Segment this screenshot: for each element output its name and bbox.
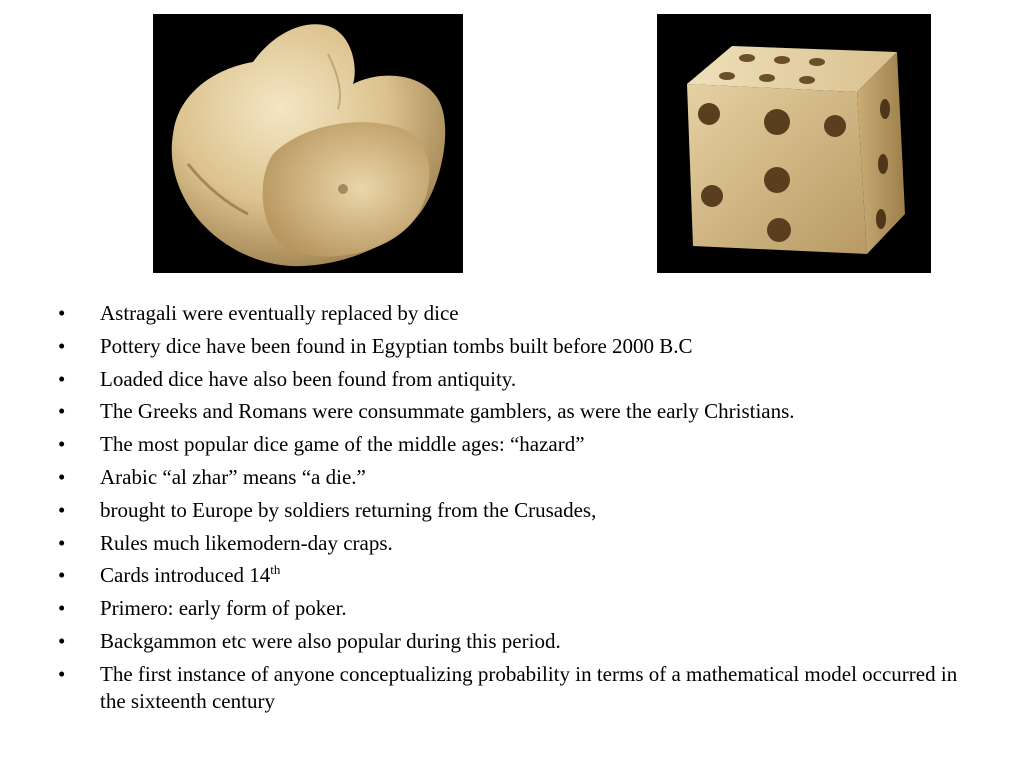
- list-item: [58, 333, 958, 360]
- list-item: [58, 431, 958, 458]
- bullet-marker: •: [58, 530, 66, 555]
- astragalus-bone-image: [153, 14, 463, 273]
- list-item-text: Astragali were eventually replaced by dice: [100, 301, 459, 325]
- list-item: [58, 300, 958, 327]
- list-item-text: Rules much likemodern-day craps.: [100, 530, 393, 555]
- list-item-text: Arabic “al zhar” means “a die.”: [100, 464, 366, 489]
- list-item-text: The most popular dice game of the middle ages: “hazard”: [100, 432, 585, 457]
- bullet-marker: •: [58, 432, 66, 457]
- bullet-marker: •: [58, 628, 66, 653]
- list-item-text: Cards introduced 14: [100, 563, 271, 588]
- list-item: [58, 562, 958, 589]
- bullet-marker: •: [58, 464, 66, 489]
- list-item: [58, 530, 958, 557]
- bullet-list: [58, 300, 958, 721]
- list-item: [58, 398, 958, 425]
- list-item: [58, 464, 958, 491]
- list-item-text: brought to Europe by soldiers returning from the Crusades,: [100, 497, 597, 522]
- bullet-marker: •: [58, 301, 66, 325]
- die-photo: [657, 14, 931, 273]
- bullet-marker: •: [58, 399, 66, 424]
- bullet-marker: •: [58, 366, 66, 391]
- list-item: [58, 661, 958, 715]
- bullet-marker: •: [58, 333, 66, 358]
- list-item-text: The Greeks and Romans were consummate gamblers, as were the early Christians.: [100, 399, 795, 424]
- list-item-text: Loaded dice have also been found from antiquity.: [100, 366, 517, 391]
- list-item-text: Pottery dice have been found in Egyptian tombs built before 2000 B.C: [100, 333, 693, 358]
- bullet-marker: •: [58, 596, 66, 621]
- astragalus-photo: [153, 14, 463, 273]
- bullet-marker: •: [58, 661, 66, 686]
- list-item-text: Primero: early form of poker.: [100, 596, 347, 621]
- bullet-marker: •: [58, 563, 66, 588]
- list-item-text: Backgammon etc were also popular during this period.: [100, 628, 561, 653]
- list-item: [58, 497, 958, 524]
- bullet-marker: •: [58, 497, 66, 522]
- list-item: [58, 628, 958, 655]
- list-item: [58, 366, 958, 393]
- ancient-die-image: [657, 14, 931, 273]
- list-item: [58, 595, 958, 622]
- superscript: th: [270, 562, 281, 578]
- list-item-text: The first instance of anyone conceptualizing probability in terms of a mathematical model occurred in the sixteenth century: [100, 661, 958, 713]
